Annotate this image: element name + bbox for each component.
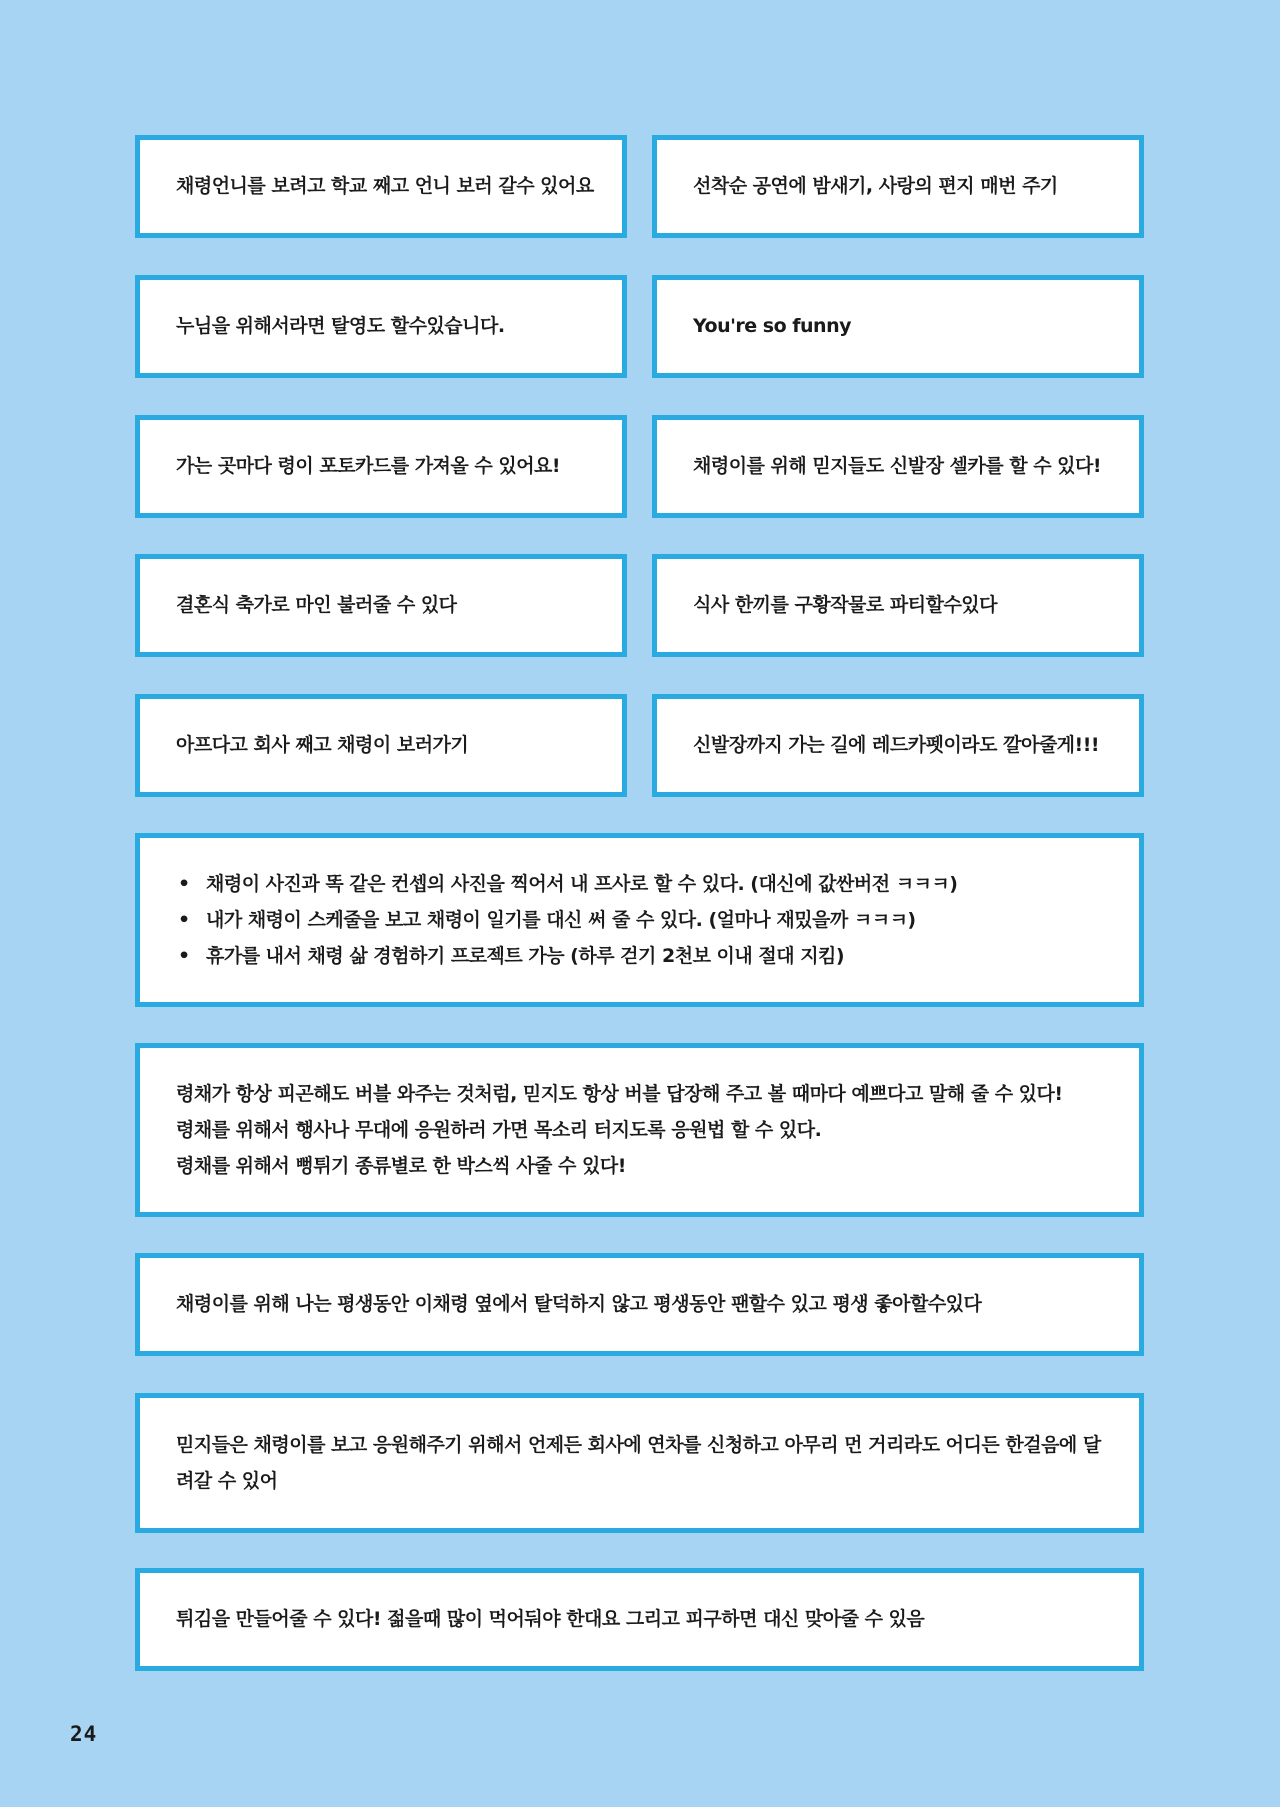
message-card bbox=[652, 415, 1144, 518]
message-text: 채령이를 위해 믿지들도 신발장 셀카를 할 수 있다! bbox=[693, 455, 1102, 478]
message-text: 식사 한끼를 구황작물로 파티할수있다 bbox=[693, 594, 998, 617]
message-text: 누님을 위해서라면 탈영도 할수있습니다. bbox=[176, 315, 505, 338]
message-card bbox=[652, 554, 1144, 657]
bullet-icon: • bbox=[178, 909, 190, 931]
bullet-list bbox=[176, 866, 1103, 974]
message-text: 선착순 공연에 밤새기, 사랑의 편지 매번 주기 bbox=[693, 175, 1058, 198]
multi-line-card bbox=[135, 1043, 1144, 1217]
message-line: 령채를 위해서 뻥튀기 종류별로 한 박스씩 사줄 수 있다! bbox=[176, 1155, 626, 1177]
message-card-wide bbox=[135, 1568, 1144, 1671]
bullet-icon: • bbox=[178, 873, 190, 895]
message-card bbox=[135, 275, 627, 378]
message-card bbox=[135, 135, 627, 238]
message-card bbox=[135, 415, 627, 518]
message-line: 령채를 위해서 행사나 무대에 응원하러 가면 목소리 터지도록 응원법 할 수 있다. bbox=[176, 1119, 822, 1141]
message-text: 튀김을 만들어줄 수 있다! 젊을때 많이 먹어둬야 한대요 그리고 피구하면 대신 맞아줄 수 있음 bbox=[176, 1608, 925, 1631]
message-text: 믿지들은 채령이를 보고 응원해주기 위해서 언제든 회사에 연차를 신청하고 아무리 먼 거리라도 어디든 한걸음에 달려갈 수 있어 bbox=[176, 1434, 1101, 1492]
message-card bbox=[652, 275, 1144, 378]
message-card bbox=[135, 694, 627, 797]
message-text: You're so funny bbox=[693, 315, 851, 338]
message-text: 신발장까지 가는 길에 레드카펫이라도 깔아줄게!!! bbox=[693, 734, 1100, 757]
bullet-icon: • bbox=[178, 945, 190, 967]
message-card-wide bbox=[135, 1393, 1144, 1533]
page-number: 24 bbox=[70, 1722, 98, 1746]
message-card bbox=[652, 135, 1144, 238]
message-card bbox=[652, 694, 1144, 797]
message-text: 가는 곳마다 령이 포토카드를 가져올 수 있어요! bbox=[176, 455, 561, 478]
bullet-text: 내가 채령이 스케줄을 보고 채령이 일기를 대신 써 줄 수 있다. (얼마나 재밌을까 ㅋㅋㅋ) bbox=[206, 909, 916, 931]
bullet-text: 채령이 사진과 똑 같은 컨셉의 사진을 찍어서 내 프사로 할 수 있다. (대신에 값싼버전 ㅋㅋㅋ) bbox=[206, 873, 958, 895]
bullet-item bbox=[176, 866, 1103, 902]
message-line: 령채가 항상 피곤해도 버블 와주는 것처럼, 믿지도 항상 버블 답장해 주고 볼 때마다 예쁘다고 말해 줄 수 있다! bbox=[176, 1083, 1063, 1105]
message-text: 아프다고 회사 째고 채령이 보러가기 bbox=[176, 734, 469, 757]
message-text: 결혼식 축가로 마인 불러줄 수 있다 bbox=[176, 594, 457, 617]
message-text: 채령이를 위해 나는 평생동안 이채령 옆에서 탈덕하지 않고 평생동안 팬할수 있고 평생 좋아할수있다 bbox=[176, 1293, 982, 1316]
bullet-text: 휴가를 내서 채령 삶 경험하기 프로젝트 가능 (하루 걷기 2천보 이내 절대 지킴) bbox=[206, 945, 845, 967]
bullet-item bbox=[176, 938, 1103, 974]
message-card bbox=[135, 554, 627, 657]
message-text: 채령언니를 보려고 학교 째고 언니 보러 갈수 있어요 bbox=[176, 175, 594, 198]
bullet-item bbox=[176, 902, 1103, 938]
message-card-wide bbox=[135, 1253, 1144, 1356]
bullet-list-card bbox=[135, 833, 1144, 1007]
